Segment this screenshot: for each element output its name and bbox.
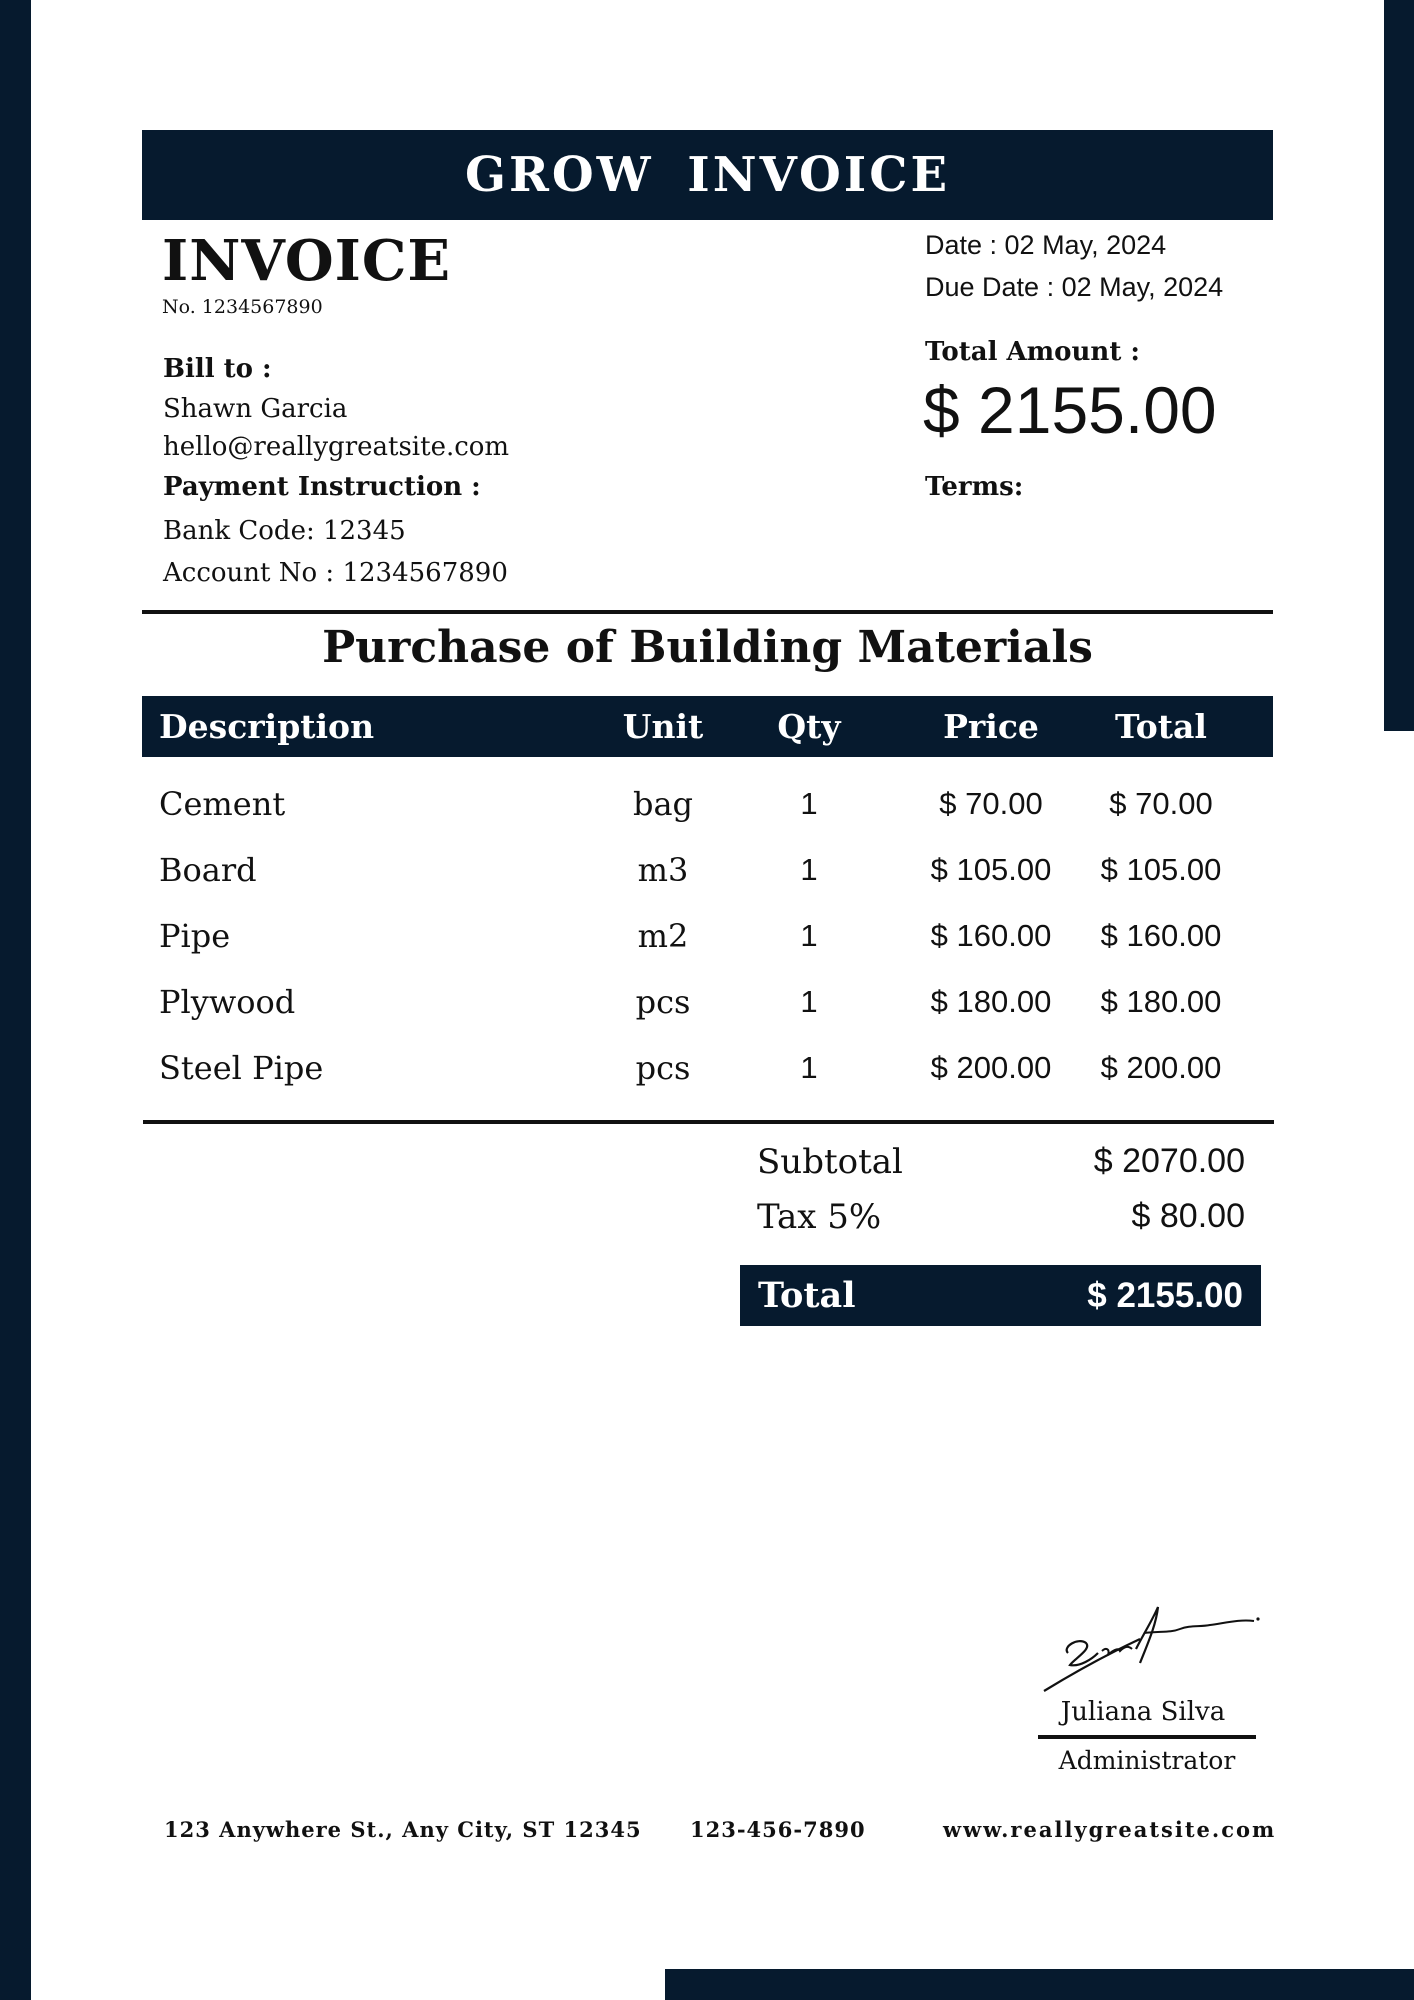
table-row xyxy=(0,840,1414,900)
row-qty: 1 xyxy=(800,918,818,953)
grand-total-label: Total xyxy=(758,1275,856,1316)
bill-to-name: Shawn Garcia xyxy=(163,394,348,424)
account-number: Account No : 1234567890 xyxy=(163,558,508,588)
row-total: $ 160.00 xyxy=(1100,918,1222,953)
row-unit: pcs xyxy=(635,983,691,1021)
row-total: $ 70.00 xyxy=(1109,786,1213,821)
row-description: Cement xyxy=(159,785,286,823)
bill-to-label: Bill to : xyxy=(163,354,272,384)
invoice-number: No. 1234567890 xyxy=(162,296,323,318)
subtotal-label: Subtotal xyxy=(757,1142,903,1182)
row-total: $ 200.00 xyxy=(1100,1050,1222,1085)
signatory-role: Administrator xyxy=(1058,1746,1236,1775)
row-price: $ 70.00 xyxy=(939,786,1043,821)
bank-code: Bank Code: 12345 xyxy=(163,516,406,546)
row-unit: m2 xyxy=(637,917,689,955)
banner-title: GROW INVOICE xyxy=(464,147,951,203)
row-price: $ 180.00 xyxy=(930,984,1052,1019)
row-total: $ 105.00 xyxy=(1100,852,1222,887)
grand-total-band xyxy=(740,1265,1261,1326)
tax-label: Tax 5% xyxy=(757,1197,882,1237)
table-row xyxy=(0,774,1414,834)
signature-image xyxy=(1040,1603,1262,1693)
row-qty: 1 xyxy=(800,984,818,1019)
row-description: Pipe xyxy=(159,917,231,955)
bottom-accent-bar xyxy=(665,1969,1414,2000)
row-price: $ 105.00 xyxy=(930,852,1052,887)
invoice-date: Date : 02 May, 2024 xyxy=(925,230,1167,260)
total-amount-label: Total Amount : xyxy=(925,337,1140,367)
row-unit: m3 xyxy=(637,851,689,889)
footer-address: 123 Anywhere St., Any City, ST 12345 xyxy=(164,1817,642,1842)
payment-instruction-label: Payment Instruction : xyxy=(163,472,481,502)
row-description: Plywood xyxy=(159,983,296,1021)
subtotal-value: $ 2070.00 xyxy=(1093,1142,1245,1180)
grand-total-value: $ 2155.00 xyxy=(1087,1276,1243,1315)
row-qty: 1 xyxy=(800,852,818,887)
header-qty: Qty xyxy=(777,707,841,746)
header-description: Description xyxy=(159,707,375,746)
row-unit: bag xyxy=(632,785,694,823)
table-row xyxy=(0,972,1414,1032)
footer-phone: 123-456-7890 xyxy=(690,1817,866,1842)
total-amount-value: $ 2155.00 xyxy=(923,373,1217,447)
row-description: Steel Pipe xyxy=(159,1049,324,1087)
table-row xyxy=(0,906,1414,966)
right-accent-bar xyxy=(1384,0,1414,731)
section-title: Purchase of Building Materials xyxy=(322,622,1093,673)
table-header-labels xyxy=(0,696,1414,757)
row-price: $ 160.00 xyxy=(930,918,1052,953)
row-qty: 1 xyxy=(800,1050,818,1085)
header-banner xyxy=(142,130,1273,220)
header-unit: Unit xyxy=(622,707,704,746)
signatory-name: Juliana Silva xyxy=(1060,1697,1226,1727)
invoice-due-date: Due Date : 02 May, 2024 xyxy=(925,272,1224,302)
table-row xyxy=(0,1038,1414,1098)
tax-value: $ 80.00 xyxy=(1131,1197,1245,1235)
row-description: Board xyxy=(159,851,257,889)
row-unit: pcs xyxy=(635,1049,691,1087)
row-qty: 1 xyxy=(800,786,818,821)
header-total: Total xyxy=(1115,707,1207,746)
bill-to-email: hello@reallygreatsite.com xyxy=(163,432,510,462)
invoice-title: INVOICE xyxy=(162,228,452,294)
footer-website: www.reallygreatsite.com xyxy=(943,1817,1277,1842)
terms-label: Terms: xyxy=(925,472,1024,502)
row-price: $ 200.00 xyxy=(930,1050,1052,1085)
row-total: $ 180.00 xyxy=(1100,984,1222,1019)
header-price: Price xyxy=(943,707,1039,746)
section-divider xyxy=(142,610,1273,614)
table-bottom-divider xyxy=(143,1120,1274,1124)
signature-line xyxy=(1038,1735,1256,1739)
